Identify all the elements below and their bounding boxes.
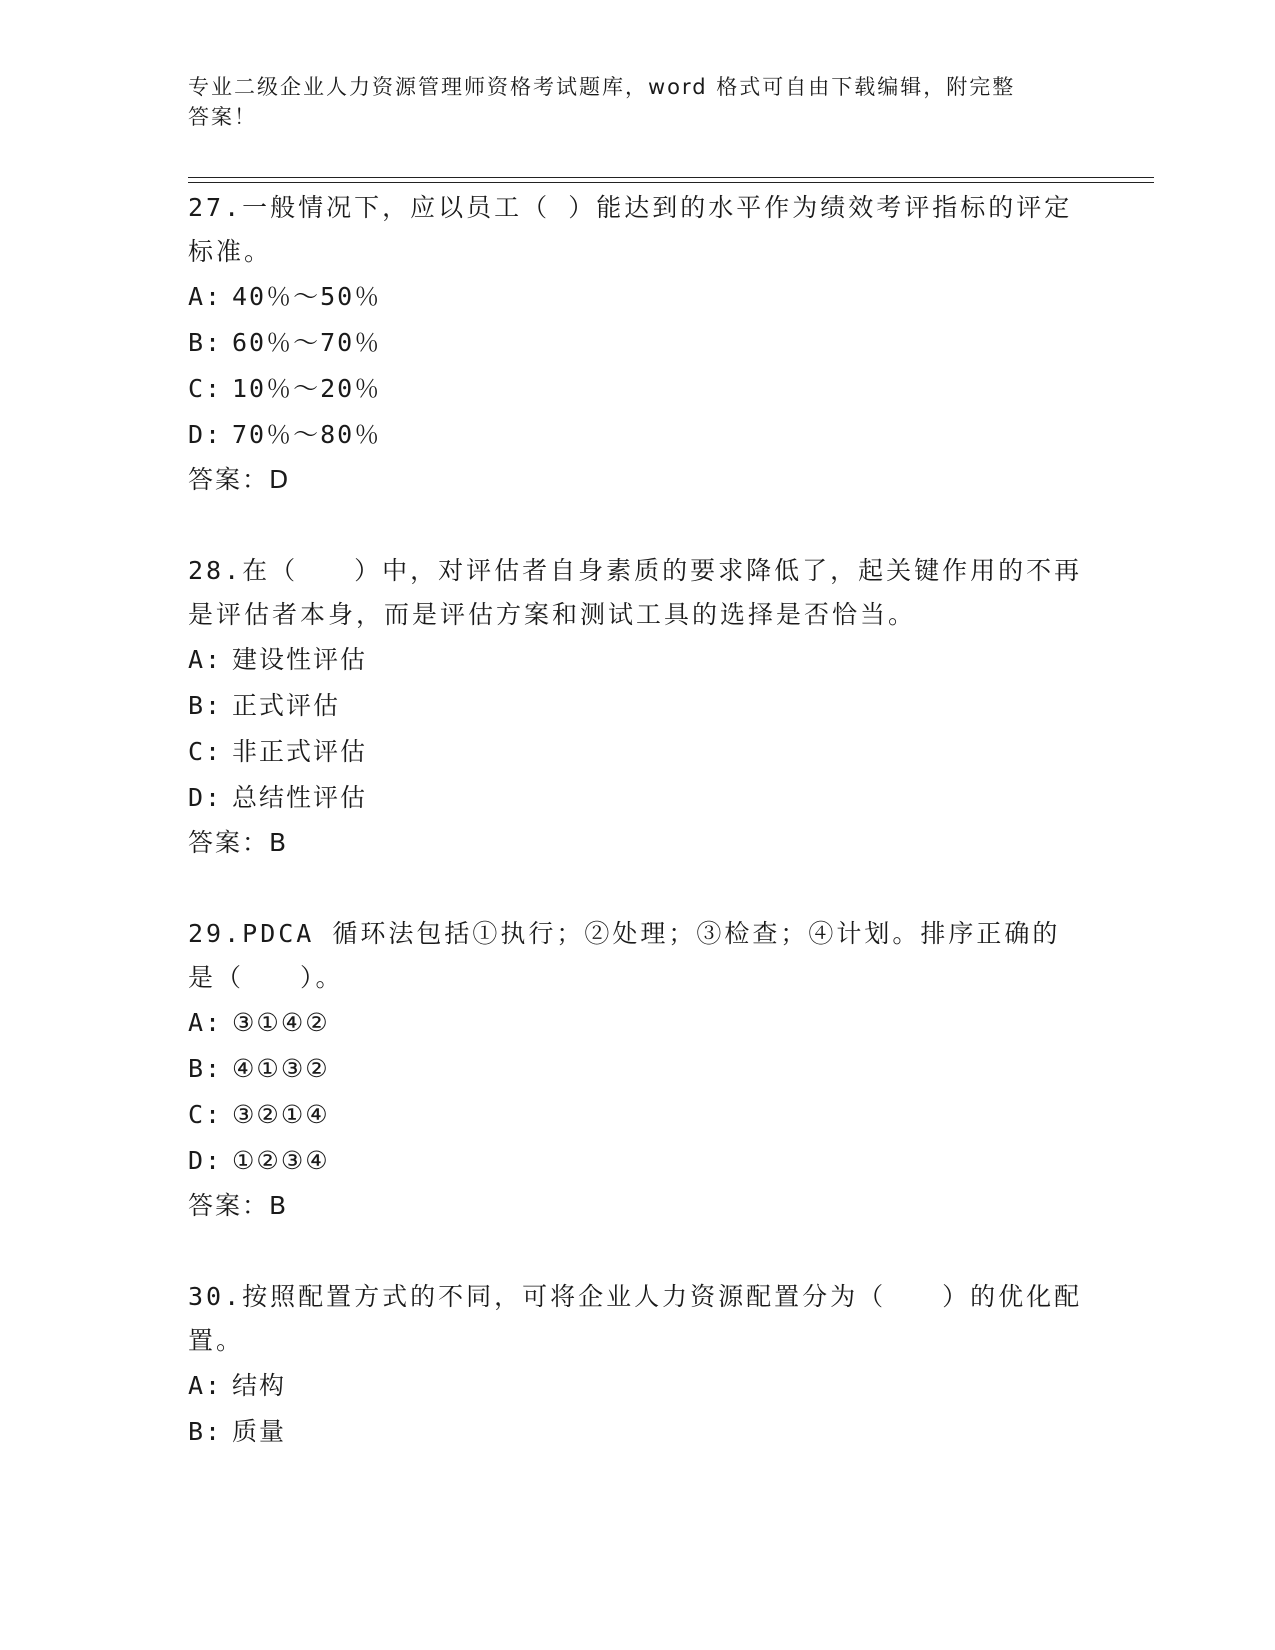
question-29 — [188, 912, 1088, 1228]
header-divider-bottom — [188, 182, 1154, 183]
option-letter: C: — [188, 374, 223, 403]
option-letter: D: — [188, 783, 223, 812]
option-d — [188, 775, 1088, 821]
option-text: 正式评估 — [232, 691, 341, 720]
option-text: 10％～20％ — [232, 374, 382, 403]
question-28 — [188, 549, 1088, 865]
option-text: 40％～50％ — [232, 282, 382, 311]
option-text: ③①④② — [232, 1008, 330, 1037]
option-a — [188, 274, 1088, 320]
option-c — [188, 366, 1088, 412]
option-b — [188, 1046, 1088, 1092]
option-letter: A: — [188, 1008, 223, 1037]
option-text: 70％～80％ — [232, 420, 382, 449]
option-text: 结构 — [232, 1371, 287, 1400]
option-c — [188, 1092, 1088, 1138]
option-a — [188, 637, 1088, 683]
option-letter: A: — [188, 645, 223, 674]
answer-label: 答案：D — [188, 465, 291, 494]
question-list — [188, 186, 1088, 1455]
option-text: ①②③④ — [232, 1146, 330, 1175]
header-divider-top — [188, 177, 1154, 178]
option-a — [188, 1000, 1088, 1046]
option-text: 60％～70％ — [232, 328, 382, 357]
option-letter: A: — [188, 282, 223, 311]
question-stem: 28.在（ ）中，对评估者自身素质的要求降低了，起关键作用的不再是评估者本身，而是评估方案和测试工具的选择是否恰当。 — [188, 556, 1083, 629]
option-letter: D: — [188, 420, 223, 449]
document-header — [188, 72, 1068, 132]
option-letter: A: — [188, 1371, 223, 1400]
option-d — [188, 412, 1088, 458]
option-b — [188, 1409, 1088, 1455]
option-text: ④①③② — [232, 1054, 330, 1083]
option-letter: B: — [188, 1417, 223, 1446]
option-letter: B: — [188, 1054, 223, 1083]
option-b — [188, 320, 1088, 366]
option-letter: C: — [188, 737, 223, 766]
option-letter: C: — [188, 1100, 223, 1129]
question-stem: 30.按照配置方式的不同，可将企业人力资源配置分为（ ）的优化配置。 — [188, 1282, 1083, 1355]
question-stem: 29.PDCA 循环法包括①执行；②处理；③检查；④计划。排序正确的是（ ）。 — [188, 919, 1061, 992]
option-text: 非正式评估 — [232, 737, 368, 766]
option-text: 总结性评估 — [232, 783, 368, 812]
option-b — [188, 683, 1088, 729]
option-text: ③②①④ — [232, 1100, 330, 1129]
header-line-1: 专业二级企业人力资源管理师资格考试题库，word 格式可自由下载编辑，附完整 — [188, 75, 1016, 99]
option-text: 质量 — [232, 1417, 287, 1446]
option-letter: D: — [188, 1146, 223, 1175]
answer-label: 答案：B — [188, 828, 289, 857]
option-a — [188, 1363, 1088, 1409]
answer-label: 答案：B — [188, 1191, 289, 1220]
question-30 — [188, 1275, 1088, 1455]
header-line-2: 答案！ — [188, 105, 257, 129]
question-stem: 27.一般情况下，应以员工（ ）能达到的水平作为绩效考评指标的评定标准。 — [188, 193, 1073, 266]
option-c — [188, 729, 1088, 775]
option-d — [188, 1138, 1088, 1184]
option-text: 建设性评估 — [232, 645, 368, 674]
question-27 — [188, 186, 1088, 502]
option-letter: B: — [188, 691, 223, 720]
option-letter: B: — [188, 328, 223, 357]
